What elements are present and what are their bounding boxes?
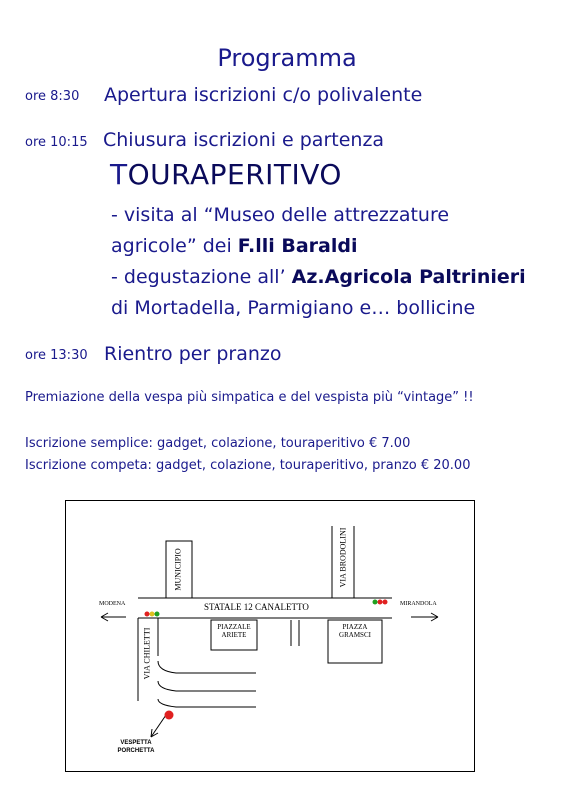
light-right-green <box>373 600 378 605</box>
awards-text: Premiazione della vespa più simpatica e del vespista più “vintage” !! <box>25 390 474 405</box>
time-2: ore 10:15 <box>25 135 88 150</box>
gramsci-label: PIAZZA GRAMSCI <box>339 623 371 639</box>
chiletti-label: VIA CHILETTI <box>142 627 152 680</box>
time-3: ore 13:30 <box>25 348 88 363</box>
light-left-yellow <box>150 612 155 617</box>
time-1: ore 8:30 <box>25 89 80 104</box>
fee-simple: Iscrizione semplice: gadget, colazione, touraperitivo € 7.00 <box>25 436 411 451</box>
light-left-green <box>155 612 160 617</box>
fee-complete: Iscrizione competa: gadget, colazione, touraperitivo, pranzo € 20.00 <box>25 458 471 473</box>
map-drawing <box>66 501 474 771</box>
tour-line-3-text: - degustazione all’ <box>111 266 292 288</box>
destination-marker <box>165 711 174 720</box>
tour-line-2-text: agricole” dei <box>111 235 238 257</box>
brodolini-label: VIA BRODOLINI <box>338 527 348 588</box>
paltrinieri-name: Az.Agricola Paltrinieri <box>291 266 526 288</box>
baraldi-name: F.lli Baraldi <box>237 235 358 257</box>
ariete-label: PIAZZALE ARIETE <box>217 623 251 639</box>
light-right-red-2 <box>383 600 388 605</box>
municipio-label: MUNICIPIO <box>173 548 183 591</box>
event-1: Apertura iscrizioni c/o polivalente <box>104 84 423 106</box>
location-map <box>65 500 475 772</box>
light-left-red <box>145 612 150 617</box>
event-3: Rientro per pranzo <box>104 343 282 365</box>
tour-line-1: - visita al “Museo delle attrezzature <box>111 204 450 226</box>
modena-label: MODENA <box>99 601 126 607</box>
tour-title-rest: OURAPERITIVO <box>127 158 342 191</box>
tour-line-2 <box>111 235 357 257</box>
vespetta-label: VESPETTA PORCHETTA <box>117 740 155 754</box>
event-2: Chiusura iscrizioni e partenza <box>103 129 385 151</box>
mirandola-label: MIRANDOLA <box>400 601 437 607</box>
side-road-3 <box>158 699 256 707</box>
road-label: STATALE 12 CANALETTO <box>204 602 309 612</box>
side-road-2 <box>158 681 256 691</box>
side-road-1 <box>158 661 256 673</box>
tour-title <box>110 158 342 191</box>
light-right-red <box>378 600 383 605</box>
page-title: Programma <box>217 44 357 72</box>
tour-title-first: T <box>110 158 128 191</box>
pointer-line <box>151 715 166 737</box>
tour-line-4: di Mortadella, Parmigiano e… bollicine <box>111 297 476 319</box>
tour-line-3 <box>111 266 526 288</box>
